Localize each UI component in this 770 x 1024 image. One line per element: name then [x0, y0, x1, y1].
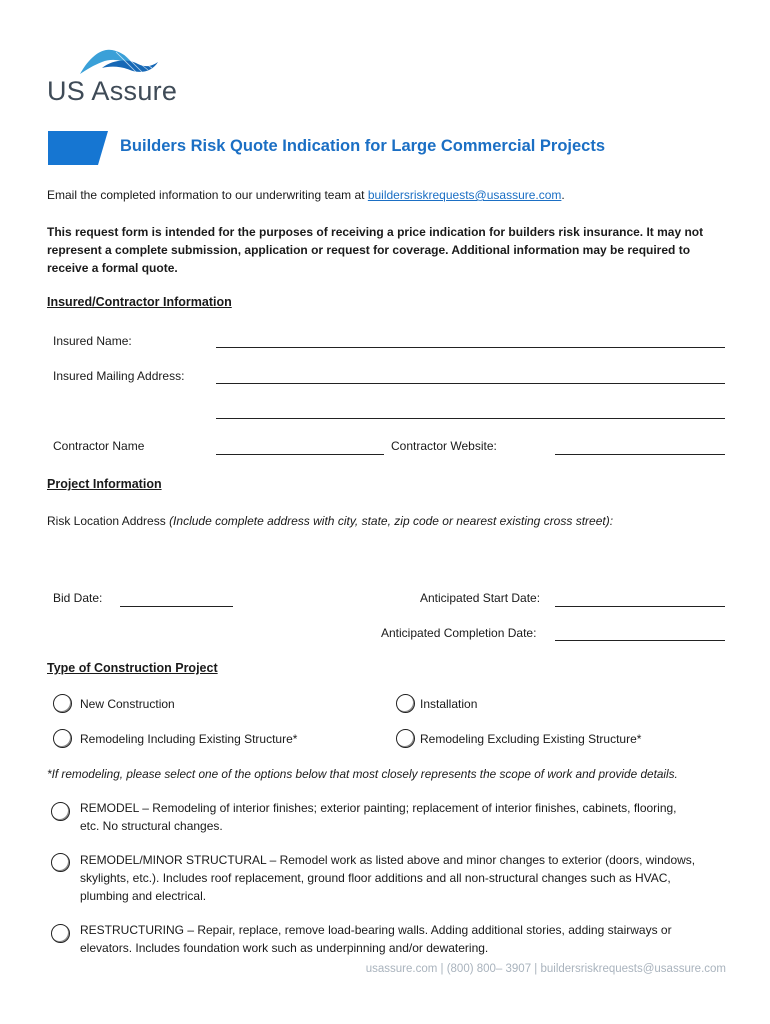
logo-wave-icon: [72, 44, 162, 80]
title-accent-bar: [48, 131, 108, 165]
scope-line: REMODEL/MINOR STRUCTURAL – Remodel work as listed above and minor changes to exterior (doors, windows,: [80, 853, 696, 867]
email-link[interactable]: buildersriskrequests@usassure.com: [367, 188, 562, 202]
start-date-label: Anticipated Start Date:: [420, 591, 541, 605]
scope-line: elevators. Includes foundation work such as underpinning and/or dewatering.: [80, 941, 489, 955]
insured-section-heading: Insured/Contractor Information: [47, 295, 232, 309]
contractor-name-label: Contractor Name: [53, 439, 145, 453]
email-instruction: [47, 186, 565, 204]
scope-line: RESTRUCTURING – Repair, replace, remove load-bearing walls. Adding additional stories, adding stairways or: [80, 923, 672, 937]
bid-date-label: Bid Date:: [53, 591, 103, 605]
scope-line: REMODEL – Remodeling of interior finishes; exterior painting; replacement of interior finishes, cabinets, flooring,: [80, 801, 677, 815]
mailing-address-field-line-2[interactable]: [216, 418, 725, 419]
email-instruction-text: Email the completed information to our underwriting team at: [47, 188, 368, 202]
contractor-website-field[interactable]: [555, 454, 725, 455]
start-date-field[interactable]: [555, 606, 725, 607]
insured-name-field[interactable]: [216, 347, 725, 348]
new-construction-radio[interactable]: [53, 694, 72, 713]
insured-name-label: Insured Name:: [53, 334, 132, 348]
mailing-address-field-line-1[interactable]: [216, 383, 725, 384]
remodel-excluding-label: Remodeling Excluding Existing Structure*: [420, 732, 642, 746]
scope-line: etc. No structural changes.: [80, 819, 223, 833]
completion-date-label: Anticipated Completion Date:: [381, 626, 537, 640]
scope-line: skylights, etc.). Includes roof replacement, ground floor additions and all non-structural changes such as HVAC,: [80, 871, 671, 885]
project-section-heading: Project Information: [47, 477, 162, 491]
minor-structural-radio[interactable]: [51, 853, 70, 872]
risk-location-label: [47, 512, 613, 530]
us-assure-logo: [72, 44, 162, 80]
installation-radio[interactable]: [396, 694, 415, 713]
disclaimer-line: represent a complete submission, application or request for coverage. Additional information may be required to: [47, 243, 691, 257]
remodel-scope-radio[interactable]: [51, 802, 70, 821]
installation-label: Installation: [420, 697, 478, 711]
remodel-scope-description: [80, 799, 677, 835]
page-title: Builders Risk Quote Indication for Large Commercial Projects: [120, 137, 606, 155]
risk-location-hint: (Include complete address with city, state, zip code or nearest existing cross street):: [169, 514, 614, 528]
disclaimer: [47, 223, 703, 277]
mailing-address-label: Insured Mailing Address:: [53, 369, 185, 383]
construction-section-heading: Type of Construction Project: [47, 661, 218, 675]
contractor-website-label: Contractor Website:: [391, 439, 497, 453]
remodel-note: *If remodeling, please select one of the options below that most closely represents the scope of work and provide details.: [47, 767, 678, 781]
completion-date-field[interactable]: [555, 640, 725, 641]
logo-wordmark: US Assure: [47, 76, 178, 106]
email-instruction-period: .: [561, 188, 565, 202]
disclaimer-line: This request form is intended for the purposes of receiving a price indication for builders risk insurance. It may not: [47, 225, 704, 239]
remodel-including-label: Remodeling Including Existing Structure*: [80, 732, 298, 746]
remodel-excluding-radio[interactable]: [396, 729, 415, 748]
restructuring-description: [80, 921, 672, 957]
scope-line: plumbing and electrical.: [80, 889, 207, 903]
risk-location-label-text: Risk Location Address: [47, 514, 170, 528]
remodel-including-radio[interactable]: [53, 729, 72, 748]
page-footer: usassure.com | (800) 800– 3907 | buildersriskrequests@usassure.com: [365, 963, 726, 975]
new-construction-label: New Construction: [80, 697, 175, 711]
minor-structural-description: [80, 851, 695, 905]
disclaimer-line: receive a formal quote.: [47, 261, 178, 275]
bid-date-field[interactable]: [120, 606, 233, 607]
contractor-name-field[interactable]: [216, 454, 384, 455]
restructuring-radio[interactable]: [51, 924, 70, 943]
